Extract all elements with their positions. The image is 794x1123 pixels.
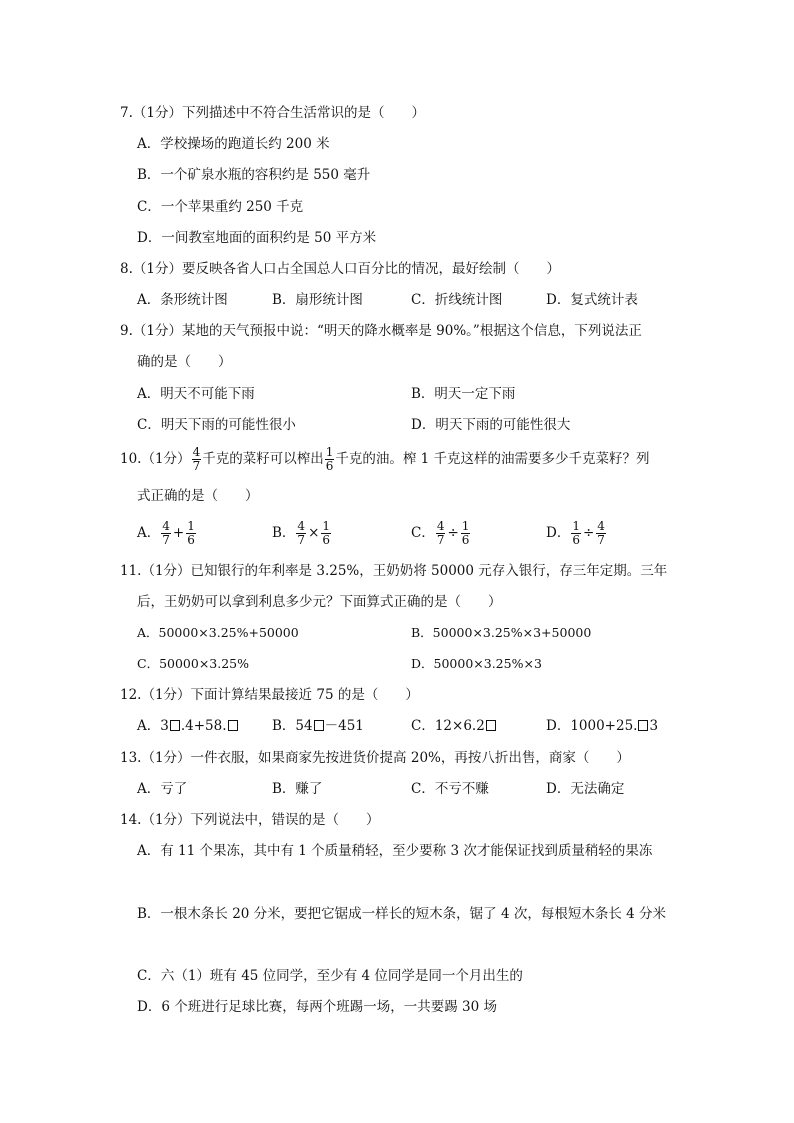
q12-option-d — [546, 717, 658, 735]
q10-option-d — [546, 516, 607, 550]
q9-stem-line2: 确的是（ ） — [137, 354, 232, 370]
q10-mid: 千克的菜籽可以榨出 — [202, 451, 324, 467]
blank-box-icon — [638, 720, 648, 731]
q9-option-c: C．明天下雨的可能性很小 — [137, 417, 296, 433]
numerator: 1 — [187, 519, 195, 533]
q10-option-b-frac1 — [296, 520, 306, 547]
numerator: 4 — [597, 519, 605, 533]
q10-option-b-label: B． — [272, 525, 296, 541]
q11-option-c: C．50000×3.25% — [137, 656, 250, 671]
text: .4+58. — [180, 718, 227, 734]
q8-option-c: C．折线统计图 — [411, 292, 503, 308]
q10-option-a-frac1 — [161, 520, 171, 547]
q10-option-c-frac2 — [461, 520, 471, 547]
q14-option-c: C．六（1）班有 45 位同学，至少有 4 位同学是同一个月出生的 — [137, 968, 523, 984]
operator: × — [308, 525, 320, 541]
q9-option-a: A．明天不可能下雨 — [137, 386, 255, 402]
q11-stem-line2: 后，王奶奶可以拿到利息多少元？下面算式正确的是（ ） — [137, 594, 502, 610]
q7-option-a: A．学校操场的跑道长约 200 米 — [137, 136, 330, 152]
q7-option-b: B．一个矿泉水瓶的容积约是 550 毫升 — [137, 167, 371, 183]
q11-option-b: B．50000×3.25%×3+50000 — [411, 625, 592, 640]
q10-option-c-label: C． — [411, 525, 435, 541]
denominator: 7 — [297, 533, 306, 547]
operator: ÷ — [447, 525, 459, 541]
q10-stem-line1 — [120, 442, 650, 476]
q10-option-c-frac1 — [436, 520, 446, 547]
q12-option-b — [272, 717, 364, 735]
q14-option-a: A．有 11 个果冻，其中有 1 个质量稍轻，至少要称 3 次才能保证找到质量稍轻的果冻 — [137, 843, 653, 859]
q8-option-a: A．条形统计图 — [137, 292, 228, 308]
text: D．1000+25. — [546, 718, 638, 734]
q14-option-d: D．6 个班进行足球比赛，每两个班踢一场，一共要踢 30 场 — [137, 999, 497, 1015]
q10-option-d-frac2 — [596, 520, 606, 547]
q12-option-c — [411, 717, 497, 735]
text: 3 — [649, 718, 659, 734]
q8-stem: 8.（1分）要反映各省人口占全国总人口百分比的情况，最好绘制（ ） — [120, 261, 560, 277]
text: C．12×6.2 — [411, 718, 485, 734]
q13-option-b: B．赚了 — [272, 781, 323, 797]
q10-option-d-label: D． — [546, 525, 571, 541]
denominator: 6 — [572, 533, 580, 547]
q10-option-c — [411, 516, 471, 550]
q13-option-c: C．不亏不赚 — [411, 781, 489, 797]
q7-stem: 7.（1分）下列描述中不符合生活常识的是（ ） — [120, 105, 425, 121]
denominator: 6 — [187, 533, 195, 547]
numerator: 1 — [461, 519, 470, 533]
q10-fraction-1-denominator: 7 — [192, 459, 201, 473]
numerator: 4 — [436, 519, 445, 533]
q9-option-d: D．明天下雨的可能性很大 — [411, 417, 571, 433]
q10-prefix: 10.（1分） — [120, 451, 191, 467]
text: －451 — [324, 718, 364, 734]
q9-option-b: B．明天一定下雨 — [411, 386, 516, 402]
operator: ÷ — [582, 525, 595, 541]
q14-option-b: B．一根木条长 20 分米，要把它锯成一样长的短木条，锯了 4 次，每根短木条长 4 分米 — [137, 906, 667, 922]
q12-option-a — [137, 717, 239, 735]
q11-stem-line1: 11.（1分）已知银行的年利率是 3.25%，王奶奶将 50000 元存入银行，存三年定期。三年 — [120, 563, 668, 579]
q10-fraction-1 — [192, 446, 202, 473]
text: A．3 — [137, 718, 169, 734]
denominator: 6 — [461, 533, 470, 547]
denominator: 6 — [322, 533, 331, 547]
q10-option-a-frac2 — [186, 520, 196, 547]
numerator: 4 — [162, 519, 170, 533]
numerator: 1 — [322, 519, 331, 533]
numerator: 4 — [297, 519, 306, 533]
q8-option-b: B．扇形统计图 — [272, 292, 363, 308]
q7-option-c: C．一个苹果重约 250 千克 — [137, 199, 304, 215]
q11-option-d: D．50000×3.25%×3 — [411, 656, 542, 671]
blank-box-icon — [314, 720, 324, 731]
q10-option-a-label: A． — [137, 525, 161, 541]
text: B．54 — [272, 718, 313, 734]
q14-stem: 14.（1分）下列说法中，错误的是（ ） — [120, 812, 380, 828]
q10-option-a — [137, 516, 197, 550]
q10-fraction-1-numerator: 4 — [192, 445, 201, 459]
blank-box-icon — [228, 720, 238, 731]
q10-option-b-frac2 — [321, 520, 331, 547]
q8-option-d: D．复式统计表 — [546, 292, 638, 308]
q10-fraction-2-numerator: 1 — [325, 445, 334, 459]
q9-stem-line1: 9.（1分）某地的天气预报中说：“明天的降水概率是 90%。”根据这个信息，下列说法正 — [120, 323, 642, 339]
denominator: 7 — [436, 533, 445, 547]
denominator: 7 — [162, 533, 170, 547]
denominator: 7 — [597, 533, 605, 547]
q7-option-d: D．一间教室地面的面积约是 50 平方米 — [137, 230, 377, 246]
q11-option-a: A．50000×3.25%+50000 — [137, 625, 299, 640]
q10-option-b — [272, 516, 332, 550]
q10-stem-line2: 式正确的是（ ） — [137, 488, 259, 504]
q10-fraction-2-denominator: 6 — [325, 459, 334, 473]
blank-box-icon — [486, 720, 496, 731]
blank-box-icon — [170, 720, 180, 731]
q10-suffix: 千克的油。榨 1 千克这样的油需要多少千克菜籽？列 — [335, 451, 650, 467]
q13-stem: 13.（1分）一件衣服，如果商家先按进货价提高 20%，再按八折出售，商家（ ） — [120, 750, 630, 766]
q13-option-d: D．无法确定 — [546, 781, 625, 797]
numerator: 1 — [572, 519, 580, 533]
q12-stem: 12.（1分）下面计算结果最接近 75 的是（ ） — [120, 687, 419, 703]
q13-option-a: A．亏了 — [137, 781, 188, 797]
operator: + — [172, 525, 185, 541]
q10-fraction-2 — [325, 446, 335, 473]
q10-option-d-frac1 — [571, 520, 581, 547]
